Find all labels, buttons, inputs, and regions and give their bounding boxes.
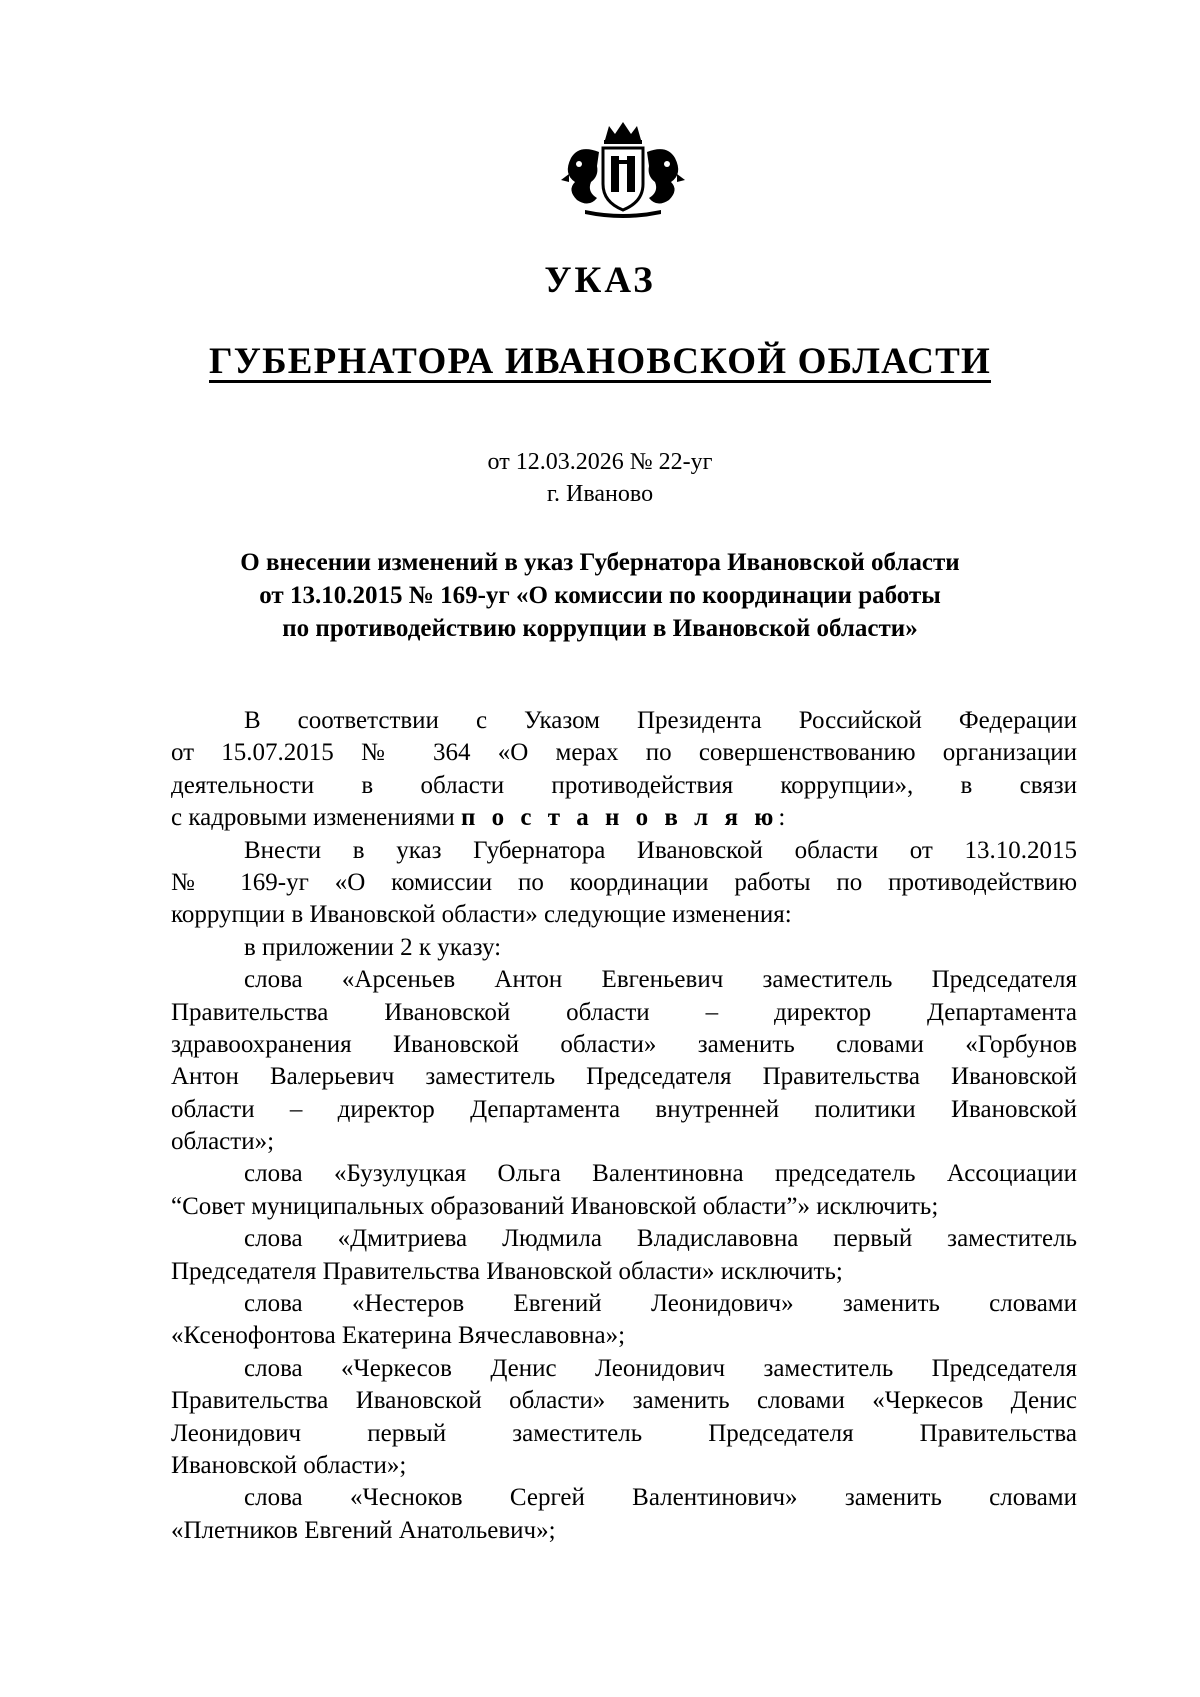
body-line: слова «Нестеров Евгений Леонидович» заменить словами	[244, 1290, 1077, 1318]
document-subject	[170, 546, 1030, 645]
document-type-title: УКАЗ	[544, 260, 656, 301]
subject-line: О внесении изменений в указ Губернатора Ивановской области	[240, 549, 960, 576]
ivanovo-coat-of-arms-icon	[557, 118, 689, 218]
body-line	[171, 802, 1077, 834]
body-line: слова «Черкесов Денис Леонидович заместитель Председателя	[244, 1354, 1077, 1382]
body-line: слова «Бузулуцкая Ольга Валентиновна председатель Ассоциации	[244, 1160, 1077, 1188]
body-line: № 169-уг «О комиссии по координации работы по противодействию	[171, 868, 1077, 896]
body-line: «Плетников Евгений Анатольевич»;	[171, 1516, 556, 1544]
issuing-authority-text: ГУБЕРНАТОРА ИВАНОВСКОЙ ОБЛАСТИ	[209, 341, 991, 382]
body-line: Правительства Ивановской области – директор Департамента	[171, 998, 1077, 1026]
body-text: с кадровыми изменениями	[171, 804, 455, 832]
body-line: коррупции в Ивановской области» следующие изменения:	[171, 901, 792, 929]
issuing-authority-title	[0, 343, 1200, 380]
body-line: Ивановской области»;	[171, 1451, 407, 1479]
body-line: Правительства Ивановской области» заменить словами «Черкесов Денис	[171, 1387, 1077, 1415]
body-line: области»;	[171, 1128, 275, 1156]
resolution-word: п о с т а н о в л я ю	[460, 804, 779, 832]
body-line: Внести в указ Губернатора Ивановской области от 13.10.2015	[244, 836, 1077, 864]
body-line: от 15.07.2015 № 364 «О мерах по совершенствованию организации	[171, 739, 1077, 767]
document-date-number: от 12.03.2026 № 22-уг	[487, 449, 713, 475]
body-line: слова «Арсеньев Антон Евгеньевич заместитель Председателя	[244, 966, 1077, 994]
body-line: Антон Валерьевич заместитель Председателя Правительства Ивановской	[171, 1063, 1077, 1091]
document-city: г. Иваново	[546, 481, 654, 507]
body-line: слова «Чесноков Сергей Валентинович» заменить словами	[244, 1484, 1077, 1512]
document-body	[171, 705, 1077, 1547]
body-line: в приложении 2 к указу:	[244, 933, 502, 961]
body-line: Леонидович первый заместитель Председателя Правительства	[171, 1419, 1077, 1447]
body-line: Председателя Правительства Ивановской области» исключить;	[171, 1257, 843, 1285]
body-line: деятельности в области противодействия коррупции», в связи	[171, 771, 1077, 799]
body-line: “Совет муниципальных образований Ивановской области”» исключить;	[171, 1192, 939, 1220]
body-line: В соответствии с Указом Президента Российской Федерации	[244, 707, 1077, 734]
body-line: слова «Дмитриева Людмила Владиславовна первый заместитель	[244, 1225, 1077, 1253]
body-line: «Ксенофонтова Екатерина Вячеславовна»;	[171, 1322, 626, 1350]
body-line: здравоохранения Ивановской области» заменить словами «Горбунов	[171, 1030, 1077, 1058]
body-line: области – директор Департамента внутренней политики Ивановской	[171, 1095, 1077, 1123]
subject-line: от 13.10.2015 № 169-уг «О комиссии по координации работы	[259, 582, 941, 609]
subject-line: по противодействию коррупции в Ивановской области»	[282, 615, 918, 642]
punctuation: :	[778, 804, 786, 832]
